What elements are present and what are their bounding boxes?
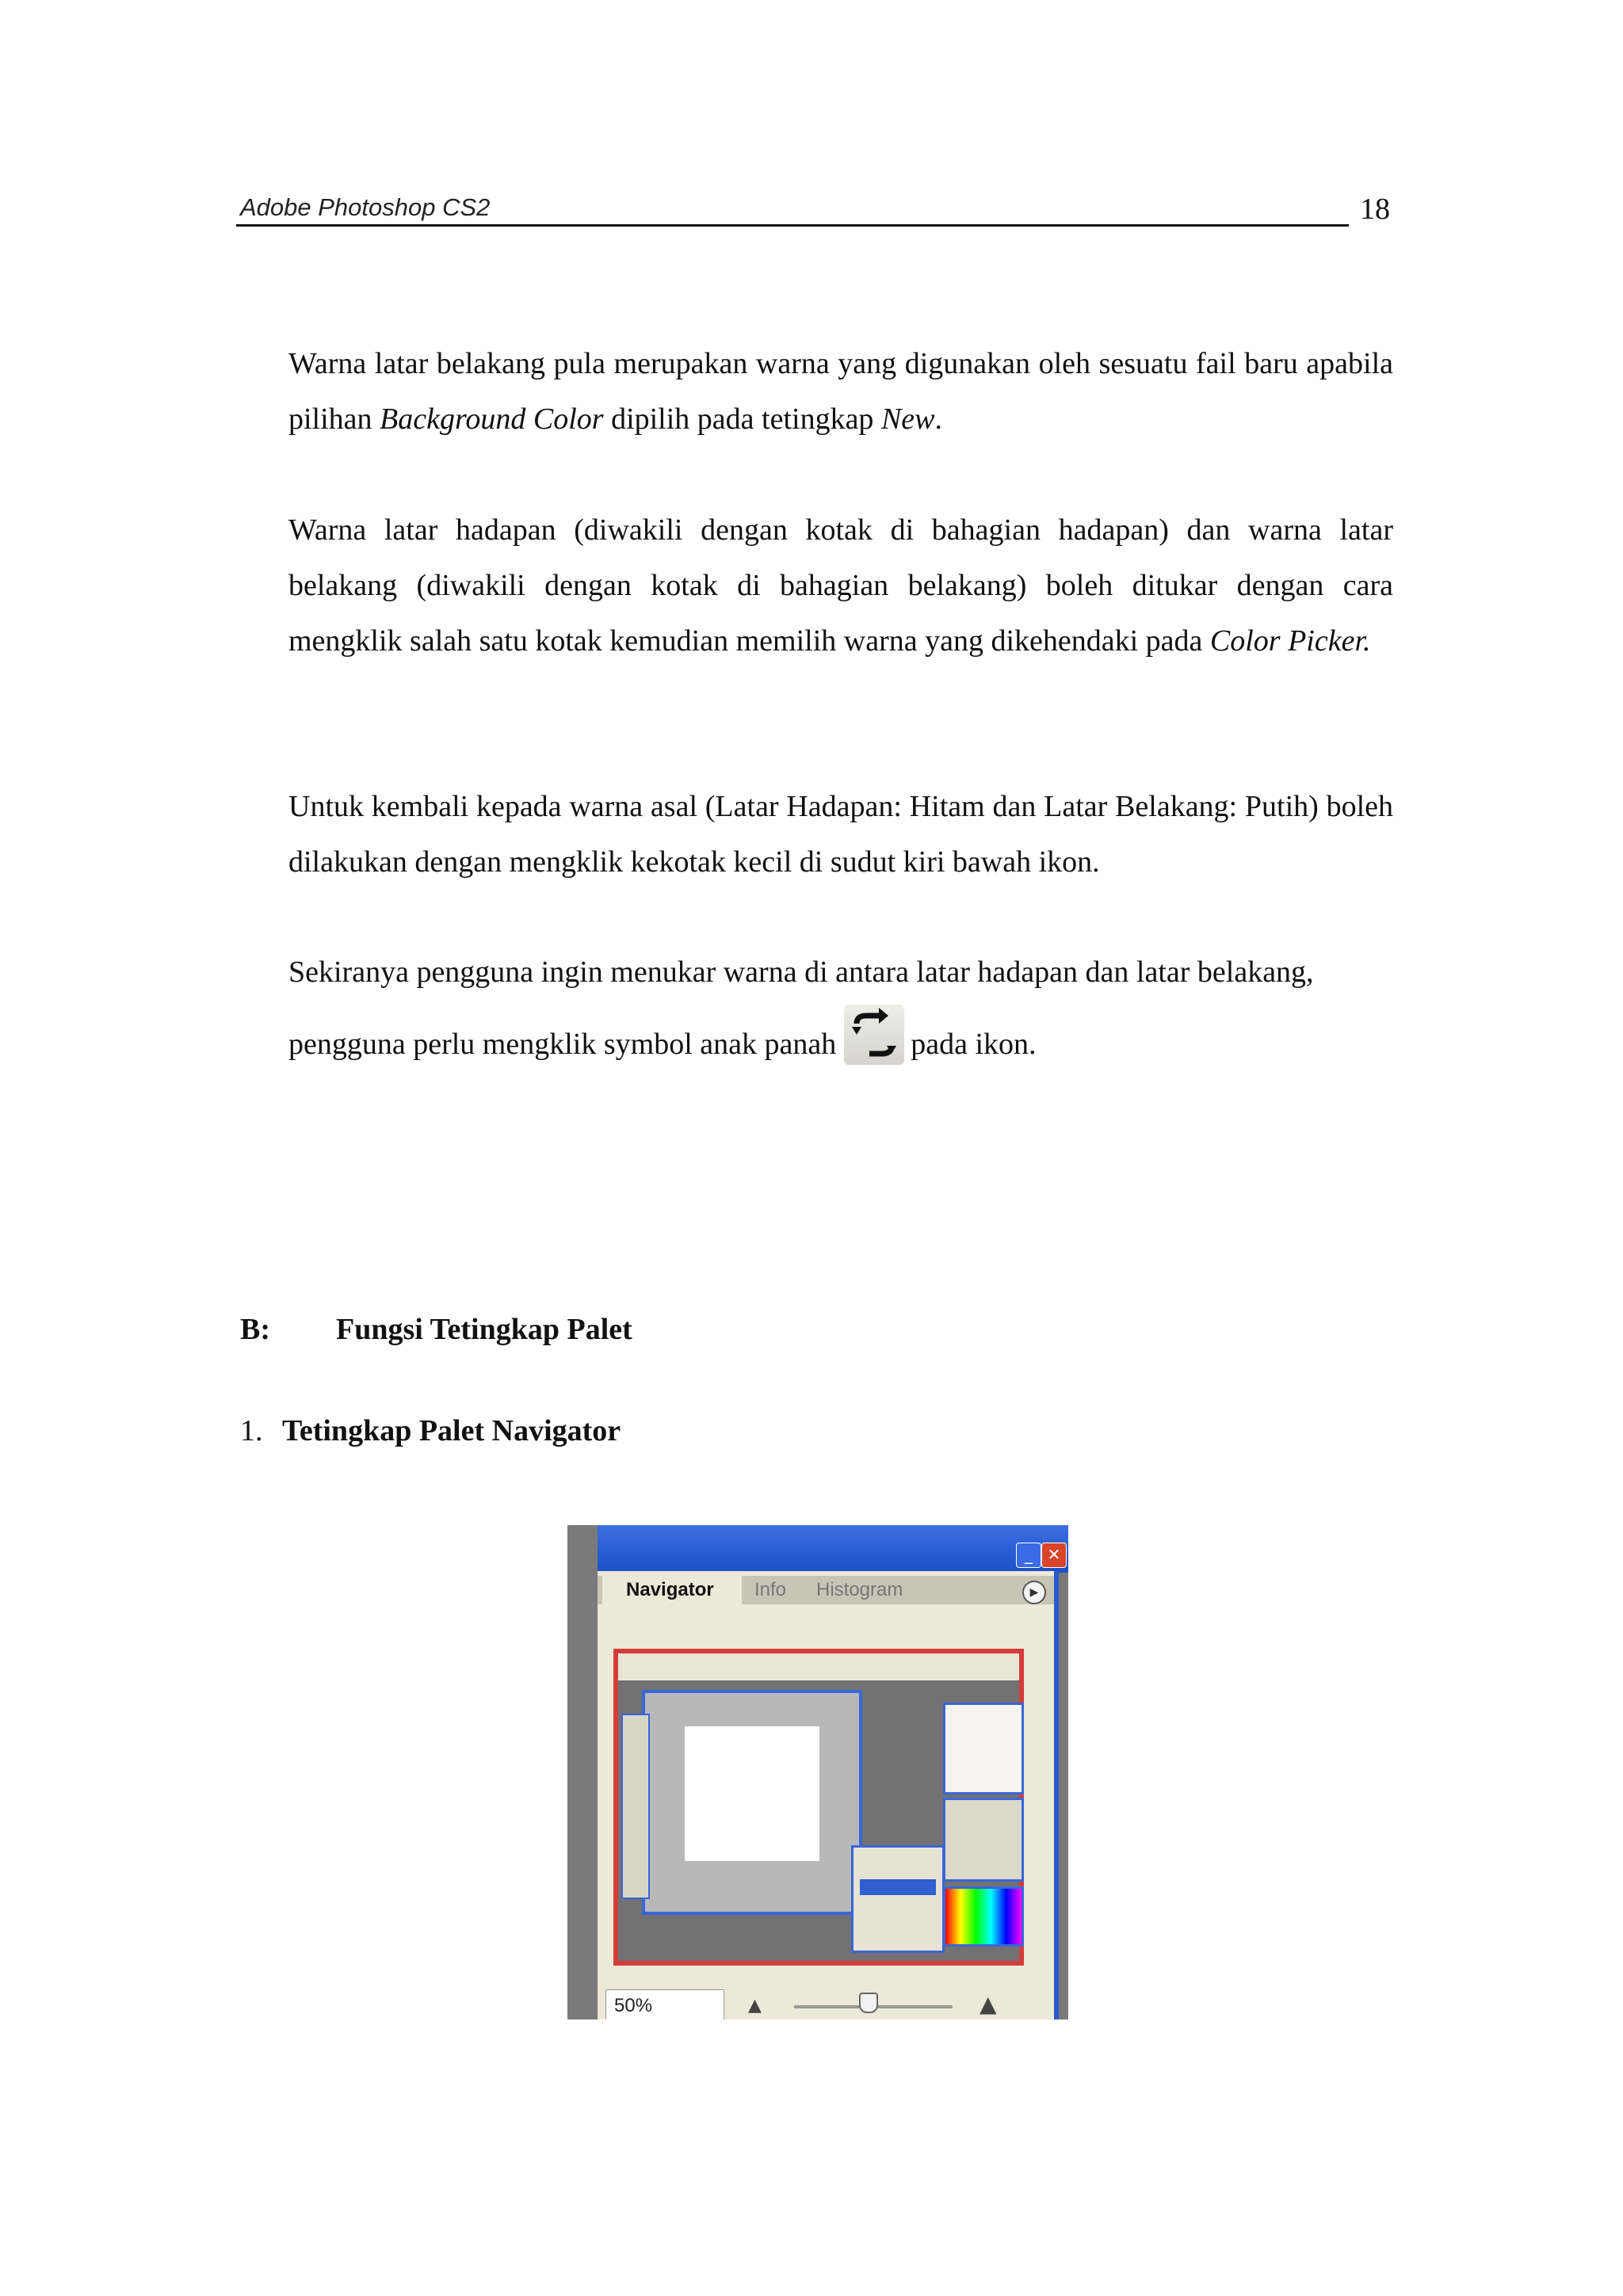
preview-palette-swatches: [943, 1886, 1024, 1947]
paragraph-swap-colors: Warna latar hadapan (diwakili dengan kotak di bahagian hadapan) dan warna latar belakang (diwakili dengan kotak di bahagian belakang) boleh ditukar dengan cara mengklik salah satu kotak kemudian memilih warna yang dikehendaki pada Color Picker.: [288, 513, 1393, 658]
preview-toolbox: [621, 1714, 650, 1899]
palette-footer: [598, 1977, 1054, 2019]
header-title: Adobe Photoshop CS2: [240, 193, 491, 221]
paragraph-line-2: pengguna perlu mengklik symbol anak panah pada ikon.: [288, 1016, 1393, 1073]
palette-menu-icon[interactable]: ▶: [1022, 1581, 1046, 1604]
preview-menubar: [618, 1653, 1019, 1680]
page-number: 18: [1360, 193, 1390, 226]
tab-histogram[interactable]: Histogram: [808, 1576, 951, 1604]
zoom-input[interactable]: 50%: [605, 1989, 724, 2019]
preview-palette-history: [943, 1798, 1024, 1882]
preview-document: [642, 1690, 862, 1915]
section-title: Fungsi Tetingkap Palet: [336, 1313, 632, 1346]
paragraph-swap-arrow: [288, 944, 1393, 1073]
subsection-number: 1.: [240, 1414, 263, 1447]
swap-arrows-icon: [844, 1005, 904, 1065]
minimize-icon[interactable]: _: [1016, 1543, 1041, 1568]
palette-tabs: [598, 1571, 1054, 1604]
paragraph-background-color: Warna latar belakang pula merupakan warna yang digunakan oleh sesuatu fail baru apabila pilihan Background Color dipilih pada tetingkap New.: [288, 347, 1393, 436]
preview-canvas: [685, 1726, 819, 1861]
palette-titlebar: [598, 1525, 1068, 1573]
subsection-title: Tetingkap Palet Navigator: [282, 1414, 621, 1447]
navigator-palette-screenshot: [567, 1525, 1068, 2019]
paragraph-line-1: Sekiranya pengguna ingin menukar warna di antara latar hadapan dan latar belakang,: [288, 955, 1314, 989]
preview-palette-navigator: [943, 1703, 1024, 1794]
preview-layer-row: [860, 1879, 936, 1895]
section-label: B:: [240, 1313, 270, 1346]
navigator-preview[interactable]: [613, 1649, 1024, 1966]
zoom-slider-thumb[interactable]: [859, 1993, 878, 2013]
tab-info[interactable]: Info: [745, 1576, 808, 1604]
zoom-in-icon[interactable]: ▲: [980, 1991, 997, 2017]
paragraph-default-colors: Untuk kembali kepada warna asal (Latar Hadapan: Hitam dan Latar Belakang: Putih) boleh dilakukan dengan mengklik kekotak kecil di sudut kiri bawah ikon.: [288, 790, 1393, 879]
header-rule: [236, 224, 1349, 227]
close-icon[interactable]: ✕: [1041, 1543, 1067, 1568]
tab-navigator[interactable]: Navigator: [602, 1576, 742, 1604]
preview-palette-layers: [851, 1845, 945, 1953]
zoom-out-icon[interactable]: ▲: [748, 1996, 762, 2016]
palette-body: [598, 1571, 1059, 2019]
